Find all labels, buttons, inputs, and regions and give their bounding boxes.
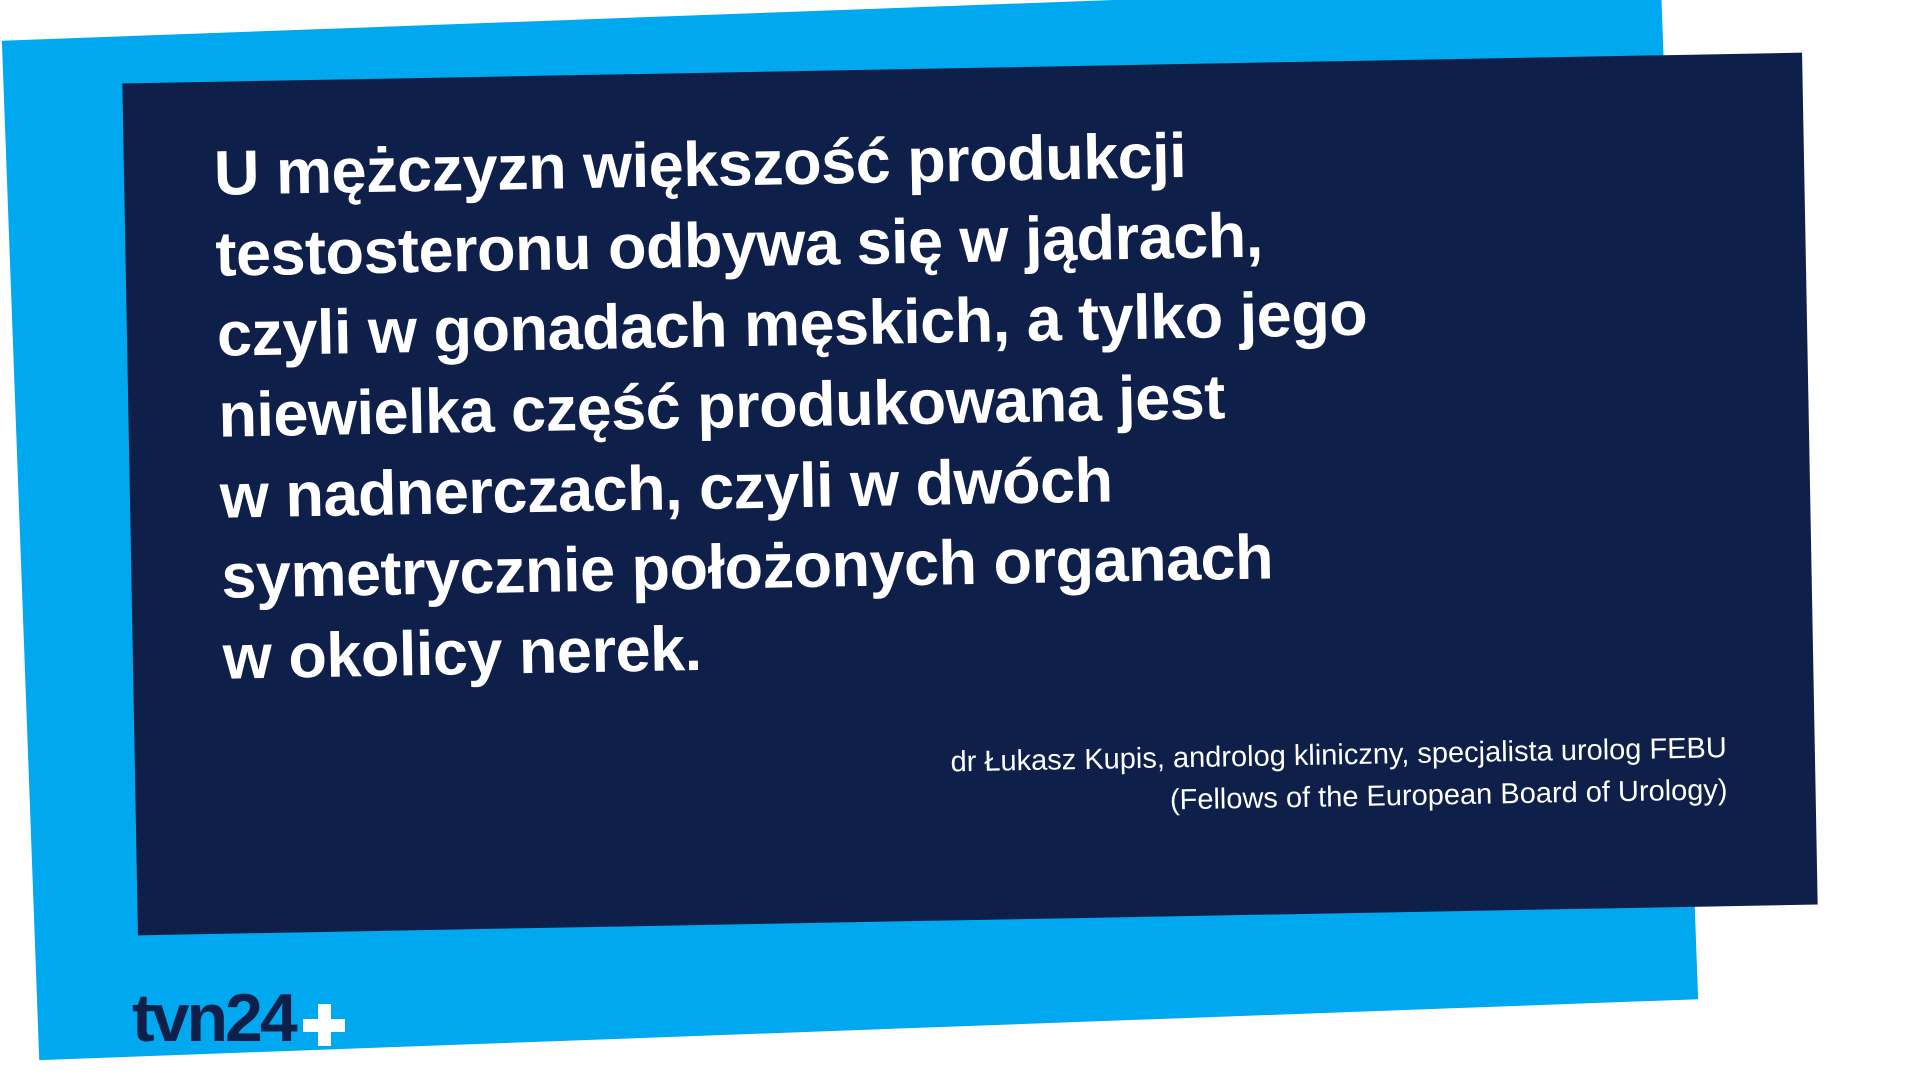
- quote-attribution: dr Łukasz Kupis, androlog kliniczny, specjalista urolog FEBU (Fellows of the European Board of Urology): [950, 732, 1728, 817]
- tvn24-logo: [132, 980, 345, 1056]
- logo-wordmark: tvn24: [132, 980, 295, 1056]
- quote-card: [122, 53, 1817, 936]
- plus-icon: [303, 1004, 345, 1046]
- quote-text: U mężczyzn większość produkcji testosteronu odbywa się w jądrach, czyli w gonadach męskich, a tylko jego niewielka część produkowana jest w nadnerczach, czyli w dwóch symetrycznie położonych organach w okolicy nerek.: [213, 120, 1368, 693]
